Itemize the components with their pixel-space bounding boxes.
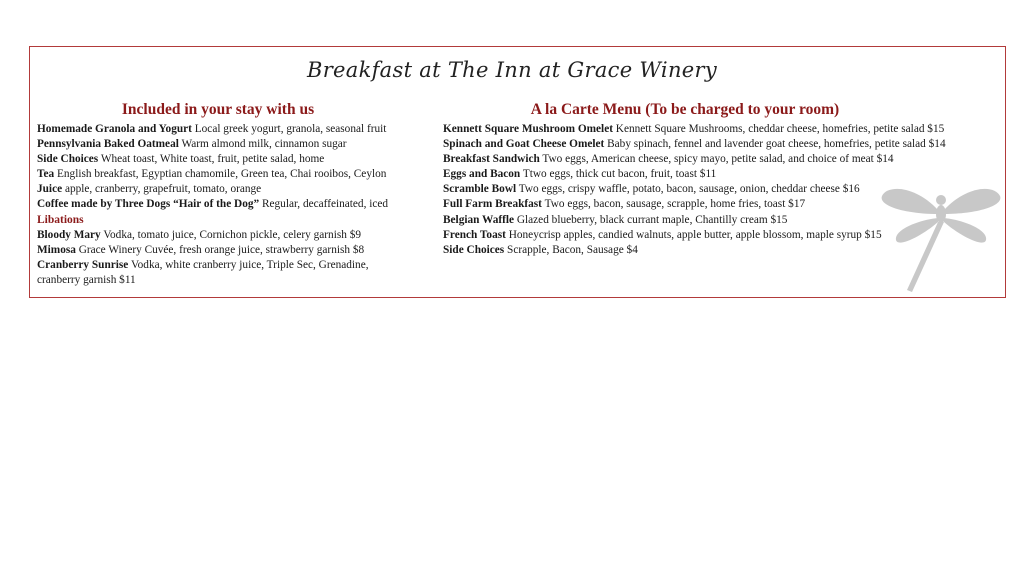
menu-item: [443, 122, 1003, 137]
item-name: Homemade Granola and Yogurt: [37, 123, 192, 135]
item-desc: Vodka, white cranberry juice, Triple Sec, Grenadine, cranberry garnish $11: [37, 258, 369, 286]
item-name: Breakfast Sandwich: [443, 153, 540, 166]
menu-item: [443, 152, 1003, 167]
item-name: Pennsylvania Baked Oatmeal: [37, 138, 179, 151]
item-desc: Grace Winery Cuvée, fresh orange juice, strawberry garnish $8: [78, 243, 365, 256]
item-desc: Two eggs, crispy waffle, potato, bacon, sausage, onion, cheddar cheese $16: [518, 183, 860, 196]
included-column: [37, 101, 432, 288]
item-desc: Regular, decaffeinated, iced: [261, 198, 389, 211]
item-name: Full Farm Breakfast: [443, 198, 542, 211]
menu-item: [37, 182, 432, 197]
item-name: Bloody Mary: [37, 228, 101, 241]
menu-item: [37, 137, 432, 152]
menu-title: Breakfast at The Inn at Grace Winery: [306, 58, 718, 82]
dragonfly-icon: [876, 176, 1006, 296]
item-name: Scramble Bowl: [443, 183, 517, 196]
item-name: Cranberry Sunrise: [37, 258, 129, 271]
item-name: Belgian Waffle: [443, 213, 515, 226]
item-desc: Warm almond milk, cinnamon sugar: [181, 138, 347, 151]
item-name: Coffee made by Three Dogs “Hair of the Dog”: [37, 198, 260, 211]
a-la-carte-heading: A la Carte Menu (To be charged to your room): [530, 101, 840, 118]
menu-item: [37, 122, 432, 137]
item-name: Kennett Square Mushroom Omelet: [443, 123, 613, 135]
menu-item: [37, 228, 432, 243]
item-name: French Toast: [443, 228, 506, 241]
item-name: Side Choices: [37, 153, 99, 166]
menu-item: [37, 243, 432, 258]
item-desc: Two eggs, bacon, sausage, scrapple, home fries, toast $17: [544, 198, 806, 211]
item-desc: Local greek yogurt, granola, seasonal fruit: [194, 123, 387, 135]
menu-item: [37, 167, 432, 182]
item-desc: Two eggs, American cheese, spicy mayo, petite salad, and choice of meat $14: [542, 153, 894, 166]
item-desc: Kennett Square Mushrooms, cheddar cheese, homefries, petite salad $15: [615, 123, 945, 135]
menu-item: [37, 152, 432, 167]
item-desc: Scrapple, Bacon, Sausage $4: [507, 243, 638, 256]
item-desc: Ttwo eggs, thick cut bacon, fruit, toast $11: [522, 168, 717, 181]
libations-heading: Libations: [37, 213, 84, 226]
item-name: Tea: [37, 168, 55, 181]
item-desc: apple, cranberry, grapefruit, tomato, orange: [64, 183, 262, 196]
menu-item: [37, 258, 399, 288]
item-name: Eggs and Bacon: [443, 168, 521, 181]
item-desc: Baby spinach, fennel and lavender goat cheese, homefries, petite salad $14: [607, 138, 946, 151]
item-desc: English breakfast, Egyptian chamomile, Green tea, Chai rooibos, Ceylon: [57, 168, 387, 181]
included-heading: Included in your stay with us: [121, 101, 315, 118]
item-desc: Wheat toast, White toast, fruit, petite salad, home: [100, 153, 325, 166]
menu-item: [37, 197, 432, 212]
menu-item: [443, 137, 1003, 152]
item-name: Spinach and Goat Cheese Omelet: [443, 138, 605, 151]
item-name: Side Choices: [443, 243, 505, 256]
item-desc: Honeycrisp apples, candied walnuts, apple butter, apple blossom, maple syrup $15: [508, 228, 882, 241]
item-desc: Glazed blueberry, black currant maple, Chantilly cream $15: [516, 213, 788, 226]
item-name: Mimosa: [37, 243, 76, 256]
item-desc: Vodka, tomato juice, Cornichon pickle, celery garnish $9: [103, 228, 361, 241]
item-name: Juice: [37, 183, 63, 196]
